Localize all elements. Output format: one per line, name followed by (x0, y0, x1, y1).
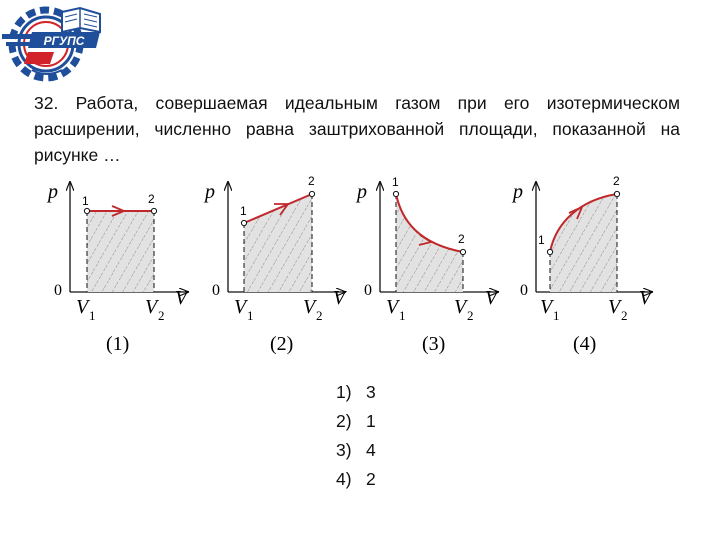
v2-label: V (145, 296, 158, 318)
origin-label: 0 (212, 282, 220, 299)
origin-label: 0 (364, 282, 372, 299)
v-axis-label: V (485, 287, 498, 309)
graph-3 (355, 175, 500, 355)
answer-number: 2) (336, 411, 352, 431)
answer-option[interactable] (336, 378, 376, 407)
answer-option[interactable] (336, 465, 376, 494)
point-1-label: 1 (538, 233, 545, 247)
state-point-1 (393, 191, 398, 196)
v1-label: V (540, 296, 553, 318)
graph-caption: (1) (106, 333, 130, 355)
answer-value: 2 (366, 469, 376, 489)
answer-options (336, 378, 376, 494)
point-2-label: 2 (148, 192, 155, 206)
point-1-label: 1 (82, 194, 89, 208)
state-point-2 (614, 191, 619, 196)
v-axis-label: V (333, 287, 346, 309)
state-point-2 (309, 191, 314, 196)
v1-subscript: 1 (247, 308, 254, 323)
v1-label: V (386, 296, 399, 318)
point-1-label: 1 (392, 175, 399, 189)
answer-value: 3 (366, 382, 376, 402)
p-label: p (48, 181, 58, 203)
v2-subscript: 2 (158, 308, 165, 323)
point-2-label: 2 (613, 174, 620, 188)
v1-label: V (76, 296, 89, 318)
answer-option[interactable] (336, 407, 376, 436)
v1-label: V (234, 296, 247, 318)
graph-caption: (2) (270, 333, 294, 355)
question-text: 32. Работа, совершаемая идеальным газом при его изотермическом расширении, численно равна заштрихованной площади, показанной на рисунке … (34, 93, 680, 165)
hatched-area (87, 211, 154, 292)
point-1-label: 1 (240, 204, 247, 218)
v2-label: V (608, 296, 621, 318)
answer-value: 1 (366, 411, 376, 431)
v2-subscript: 2 (316, 308, 323, 323)
state-point-2 (460, 249, 465, 254)
v1-subscript: 1 (399, 308, 406, 323)
state-point-1 (547, 249, 552, 254)
point-2-label: 2 (308, 174, 315, 188)
state-point-1 (241, 220, 246, 225)
graph-2 (203, 174, 348, 355)
graph-1 (46, 181, 190, 355)
p-label: p (513, 181, 523, 203)
graph-4 (511, 174, 654, 355)
p-label: p (205, 181, 215, 203)
v2-subscript: 2 (621, 308, 628, 323)
v2-label: V (454, 296, 467, 318)
point-2-label: 2 (458, 232, 465, 246)
rgups-logo (2, 2, 106, 84)
state-point-1 (84, 208, 89, 213)
hatched-area (550, 194, 617, 292)
graph-caption: (4) (573, 333, 597, 355)
v2-label: V (303, 296, 316, 318)
v1-subscript: 1 (553, 308, 560, 323)
v2-subscript: 2 (467, 308, 474, 323)
answer-option[interactable] (336, 436, 376, 465)
origin-label: 0 (520, 282, 528, 299)
pv-diagrams (0, 170, 720, 360)
origin-label: 0 (54, 282, 62, 299)
answer-number: 4) (336, 469, 352, 489)
v-axis-label: V (639, 287, 652, 309)
answer-number: 3) (336, 440, 352, 460)
graph-caption: (3) (422, 333, 446, 355)
v1-subscript: 1 (89, 308, 96, 323)
v-axis-label: V (175, 287, 188, 309)
state-point-2 (151, 208, 156, 213)
logo-text: РГУПС (43, 34, 85, 48)
answer-value: 4 (366, 440, 376, 460)
answer-number: 1) (336, 382, 352, 402)
p-label: p (357, 181, 367, 203)
